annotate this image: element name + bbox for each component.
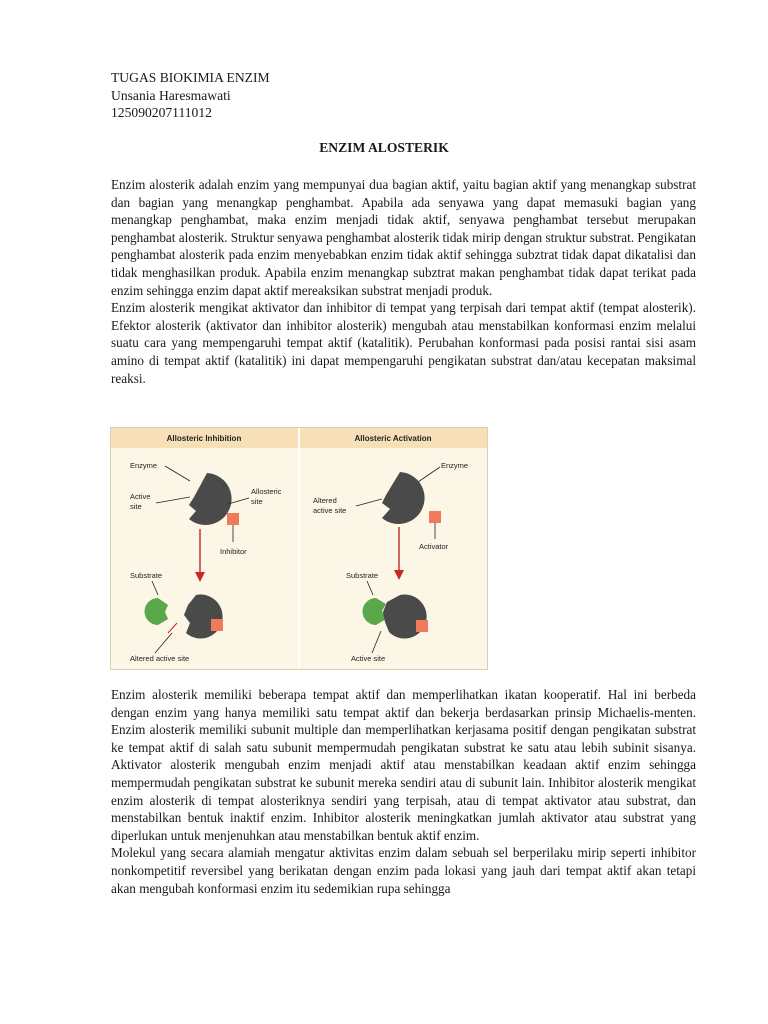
assignment-title: TUGAS BIOKIMIA ENZIM <box>111 70 270 85</box>
label-inhibitor: Inhibitor <box>220 547 247 556</box>
document-header <box>111 69 270 122</box>
label-substrate-right: Substrate <box>346 571 379 580</box>
label-enzyme-right: Enzyme <box>441 461 469 470</box>
inhibitor-square <box>227 513 239 525</box>
paragraph: Molekul yang secara alamiah mengatur aktivitas enzim dalam sebuah sel berperilaku mirip seperti inhibitor nonkompetitif reversibel yang berikatan dengan enzim pada lokasi yang jauh dari tempat aktif akan tetapi akan mengubah konformasi enzim itu sedemikian rupa sehingga <box>111 845 696 896</box>
author-name: Unsania Haresmawati <box>111 87 231 103</box>
page-title: ENZIM ALOSTERIK <box>319 140 449 155</box>
label-active-site-line2: site <box>130 502 142 511</box>
paragraph: Enzim alosterik memiliki beberapa tempat aktif dan memperlihatkan ikatan kooperatif. Hal ini berbeda dengan enzim yang hanya memiliki satu tempat aktif dan bekerja berdasarkan prinsip Michaelis-menten. Enzim alosterik memiliki subunit multiple dan memperlihatkan kerjasama positif dengan pengikatan substrat ke tempat aktif di salah satu subunit mempermudah pengikatan substrat ke satu atau lebih subinit sisanya. Aktivator alosterik mengubah enzim menjadi aktif atau menstabilkan keadaan aktif enzim sehingga mempermudah pengikatan substrat ke subunit mereka sendiri atau di subunit lain. Inhibitor alosterik mengikat enzim alosterik di tempat alosteriknya sendiri yang terpisah, atau di tempat aktivator atau substrat, dan menstabilkan bentuk inaktif enzim. Inhibitor alosterik meningkatkan jumlah aktivator atau substrat yang diperlukan untuk menjenuhkan atau menstabilkan bentuk aktif enzim. <box>111 687 696 843</box>
label-activator: Activator <box>419 542 449 551</box>
bound-inhibitor <box>211 619 223 631</box>
paragraph: Enzim alosterik mengikat aktivator dan inhibitor di tempat yang terpisah dari tempat aktif (tempat alosterik). Efektor alosterik (aktivator dan inhibitor alosterik) mengubah atau menstabilkan konformasi enzim melalui suatu cara yang mempengaruhi tempat aktif (katalitik). Perubahan konformasi pada posisi rantai sisi asam amino di tempat aktif (katalitik) ini dapat mempengaruhi pengikatan substrat dan/atau kecepatan maksimal reaksi. <box>111 300 696 386</box>
right-panel-title: Allosteric Activation <box>354 434 432 443</box>
label-enzyme-left: Enzyme <box>130 461 158 470</box>
label-altered-active-site-left: Altered active site <box>130 654 190 663</box>
text-block-bottom <box>111 686 696 897</box>
label-allosteric-site-line1: Allosteric <box>251 487 282 496</box>
label-altered-active-site-line1: Altered <box>313 496 337 505</box>
label-active-site-right: Active site <box>351 654 386 663</box>
student-id: 125090207111012 <box>111 105 212 120</box>
paragraph: Enzim alosterik adalah enzim yang mempunyai dua bagian aktif, yaitu bagian aktif yang menangkap substrat dan bagian yang menangkap penghambat. Apabila ada senyawa yang dapat memasuki bagian yang menangkap penghambat, maka enzim menjadi tidak aktif, senyawa penghambat tersebut merupakan penghambat alosterik. Struktur senyawa penghambat alosterik tidak mirip dengan struktur substrat. Pengikatan penghambat alosterik pada enzim menyebabkan enzim tidak aktif sehingga subztrat tidak dapat dikatalisi dan tidak menghasilkan produk. Apabila enzim menangkap subztrat makan penghambat tidak dapat terikat pada enzim sehingga enzim dapat aktif mereaksikan substrat menjadi produk. <box>111 177 696 298</box>
text-block-top <box>111 176 696 387</box>
bound-activator <box>416 620 428 632</box>
allosteric-figure <box>110 427 488 670</box>
allosteric-diagram <box>110 427 488 670</box>
label-substrate-left: Substrate <box>130 571 163 580</box>
left-panel-title: Allosteric Inhibition <box>166 434 242 443</box>
label-allosteric-site-line2: site <box>251 497 263 506</box>
label-altered-active-site-line2: active site <box>313 506 347 515</box>
activator-square <box>429 511 441 523</box>
label-active-site-line1: Active <box>130 492 151 501</box>
